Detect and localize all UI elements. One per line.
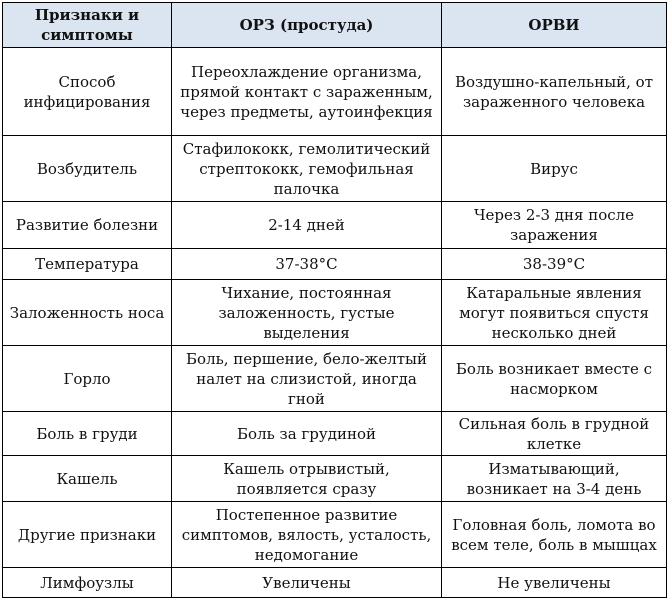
- header-orz: ОРЗ (простуда): [172, 3, 442, 48]
- orvi-cell: Боль возникает вместе с насморком: [442, 346, 667, 412]
- sign-cell: Развитие болезни: [3, 202, 172, 249]
- table-row: [3, 280, 667, 346]
- orvi-cell: Сильная боль в грудной клетке: [442, 412, 667, 456]
- table-row: [3, 568, 667, 598]
- orvi-cell: Через 2-3 дня после заражения: [442, 202, 667, 249]
- header-row: [3, 3, 667, 48]
- comparison-table: [2, 2, 667, 598]
- header-signs: Признаки и симптомы: [3, 3, 172, 48]
- sign-cell: Боль в груди: [3, 412, 172, 456]
- sign-cell: Заложенность носа: [3, 280, 172, 346]
- orvi-cell: Изматывающий, возникает на 3-4 день: [442, 456, 667, 502]
- sign-cell: Горло: [3, 346, 172, 412]
- sign-cell: Кашель: [3, 456, 172, 502]
- table-row: [3, 412, 667, 456]
- orvi-cell: Воздушно-капельный, от зараженного человека: [442, 48, 667, 136]
- table-row: [3, 48, 667, 136]
- sign-cell: Способ инфицирования: [3, 48, 172, 136]
- orz-cell: Переохлаждение организма, прямой контакт с зараженным, через предметы, аутоинфекция: [172, 48, 442, 136]
- sign-cell: Возбудитель: [3, 136, 172, 202]
- table-row: [3, 502, 667, 568]
- orz-cell: 37-38°C: [172, 249, 442, 280]
- header-orvi: ОРВИ: [442, 3, 667, 48]
- orvi-cell: Катаральные явления могут появиться спустя несколько дней: [442, 280, 667, 346]
- table-row: [3, 456, 667, 502]
- table-row: [3, 346, 667, 412]
- sign-cell: Температура: [3, 249, 172, 280]
- orz-cell: Боль, першение, бело-желтый налет на слизистой, иногда гной: [172, 346, 442, 412]
- orvi-cell: 38-39°C: [442, 249, 667, 280]
- table-row: [3, 249, 667, 280]
- table-row: [3, 136, 667, 202]
- table-row: [3, 202, 667, 249]
- orz-cell: 2-14 дней: [172, 202, 442, 249]
- orz-cell: Кашель отрывистый, появляется сразу: [172, 456, 442, 502]
- sign-cell: Лимфоузлы: [3, 568, 172, 598]
- orz-cell: Боль за грудиной: [172, 412, 442, 456]
- orz-cell: Увеличены: [172, 568, 442, 598]
- sign-cell: Другие признаки: [3, 502, 172, 568]
- orvi-cell: Не увеличены: [442, 568, 667, 598]
- orz-cell: Постепенное развитие симптомов, вялость, усталость, недомогание: [172, 502, 442, 568]
- orz-cell: Стафилококк, гемолитический стрептококк, гемофильная палочка: [172, 136, 442, 202]
- orvi-cell: Вирус: [442, 136, 667, 202]
- orvi-cell: Головная боль, ломота во всем теле, боль в мышцах: [442, 502, 667, 568]
- orz-cell: Чихание, постоянная заложенность, густые выделения: [172, 280, 442, 346]
